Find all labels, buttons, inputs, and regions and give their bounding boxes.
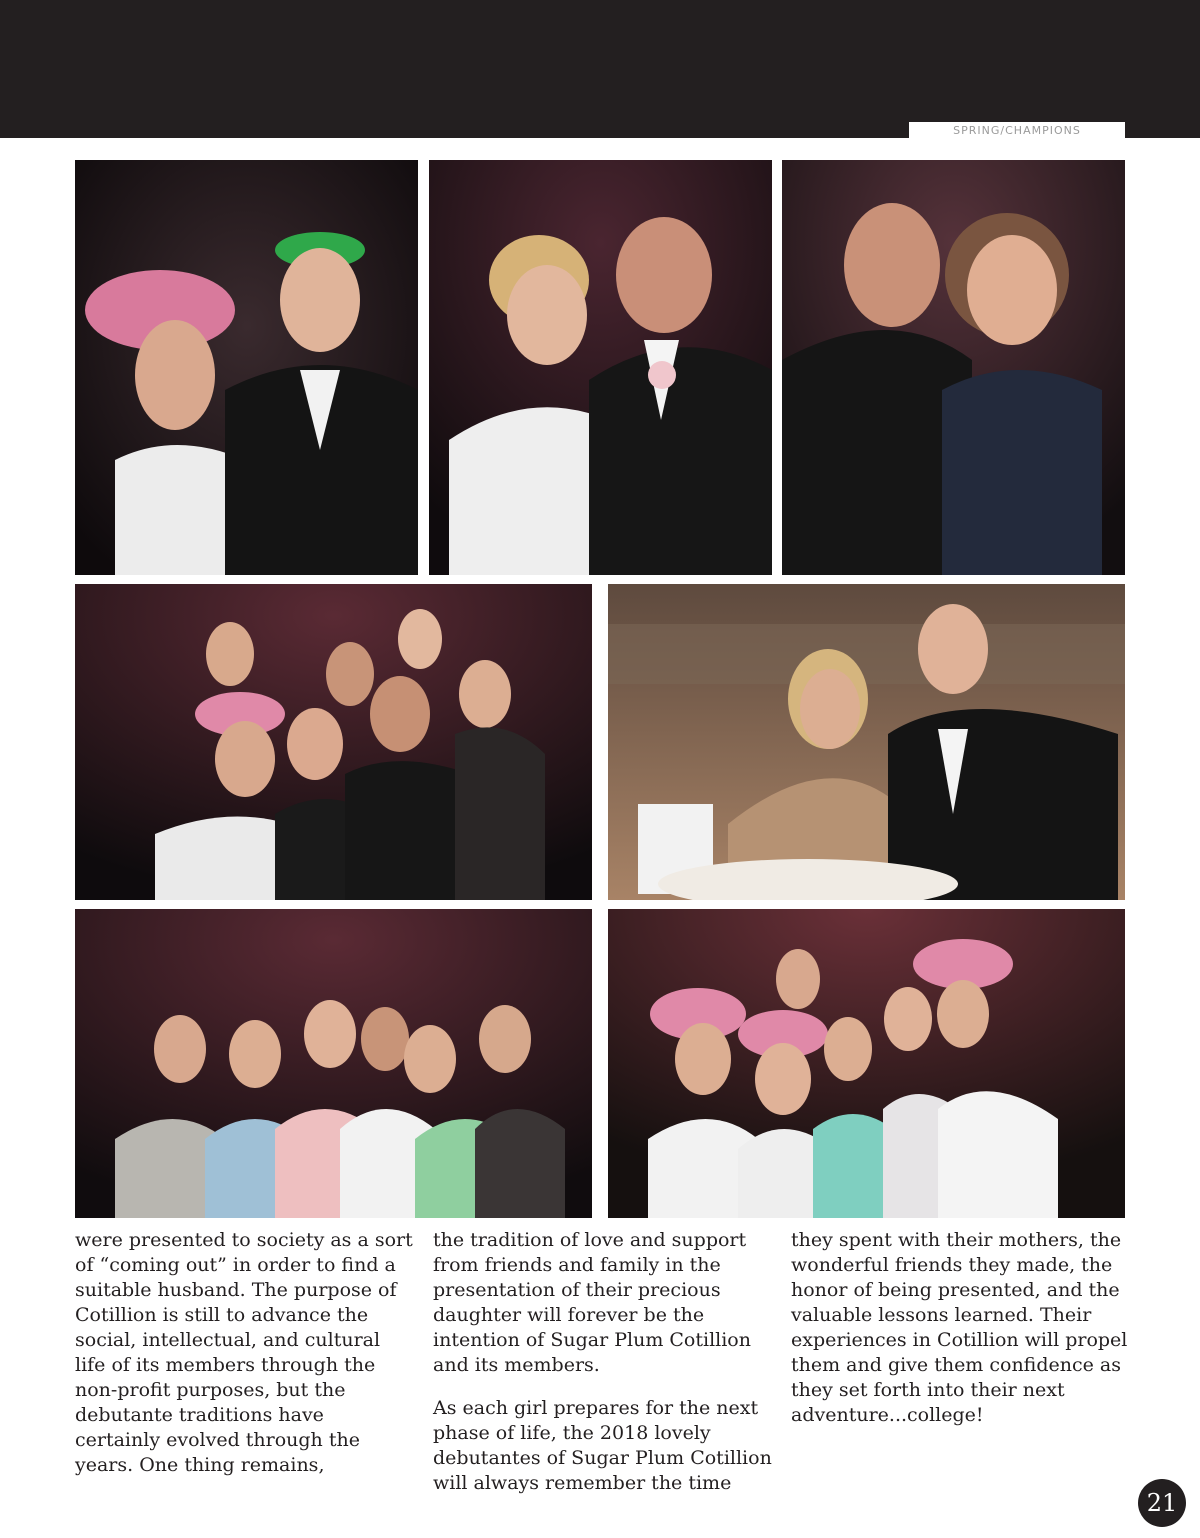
- photo-seated-table: [608, 584, 1125, 900]
- photo-man-woman-hug: [782, 160, 1125, 575]
- article-paragraph: the tradition of love and support from friends and family in the presentation of their precious daughter will forever be the intention of Sugar Plum Cotillion and its members.: [433, 1229, 751, 1376]
- photo-six-debutantes: [75, 909, 592, 1218]
- header-band: [0, 0, 1200, 138]
- article-paragraph: they spent with their mothers, the wonderful friends they made, the honor of being presented, and the valuable lessons learned. Their experiences in Cotillion will propel them and give them confidence as they set forth into their next adventure...college!: [791, 1229, 1128, 1426]
- photo-debutantes-pink-hats: [608, 909, 1125, 1218]
- article-column-2: [433, 1228, 773, 1514]
- section-label: SPRING/CHAMPIONS: [909, 122, 1125, 138]
- photo-father-daughter-dance: [429, 160, 772, 575]
- article-column-3: [791, 1228, 1131, 1446]
- article-paragraph: were presented to society as a sort of “coming out” in order to find a suitable husband. The purpose of Cotillion is still to advance the social, intellectual, and cultural life of its members through the non-profit purposes, but the debutante traditions have certainly evolved through the years. One thing remains,: [75, 1229, 413, 1476]
- photo-couple-pink-hat: [75, 160, 418, 575]
- article-paragraph: As each girl prepares for the next phase of life, the 2018 lovely debutantes of Sugar Plum Cotillion will always remember the time: [433, 1397, 772, 1494]
- photo-group-tiaras: [75, 584, 592, 900]
- page-number: 21: [1138, 1479, 1186, 1527]
- article-column-1: [75, 1228, 415, 1496]
